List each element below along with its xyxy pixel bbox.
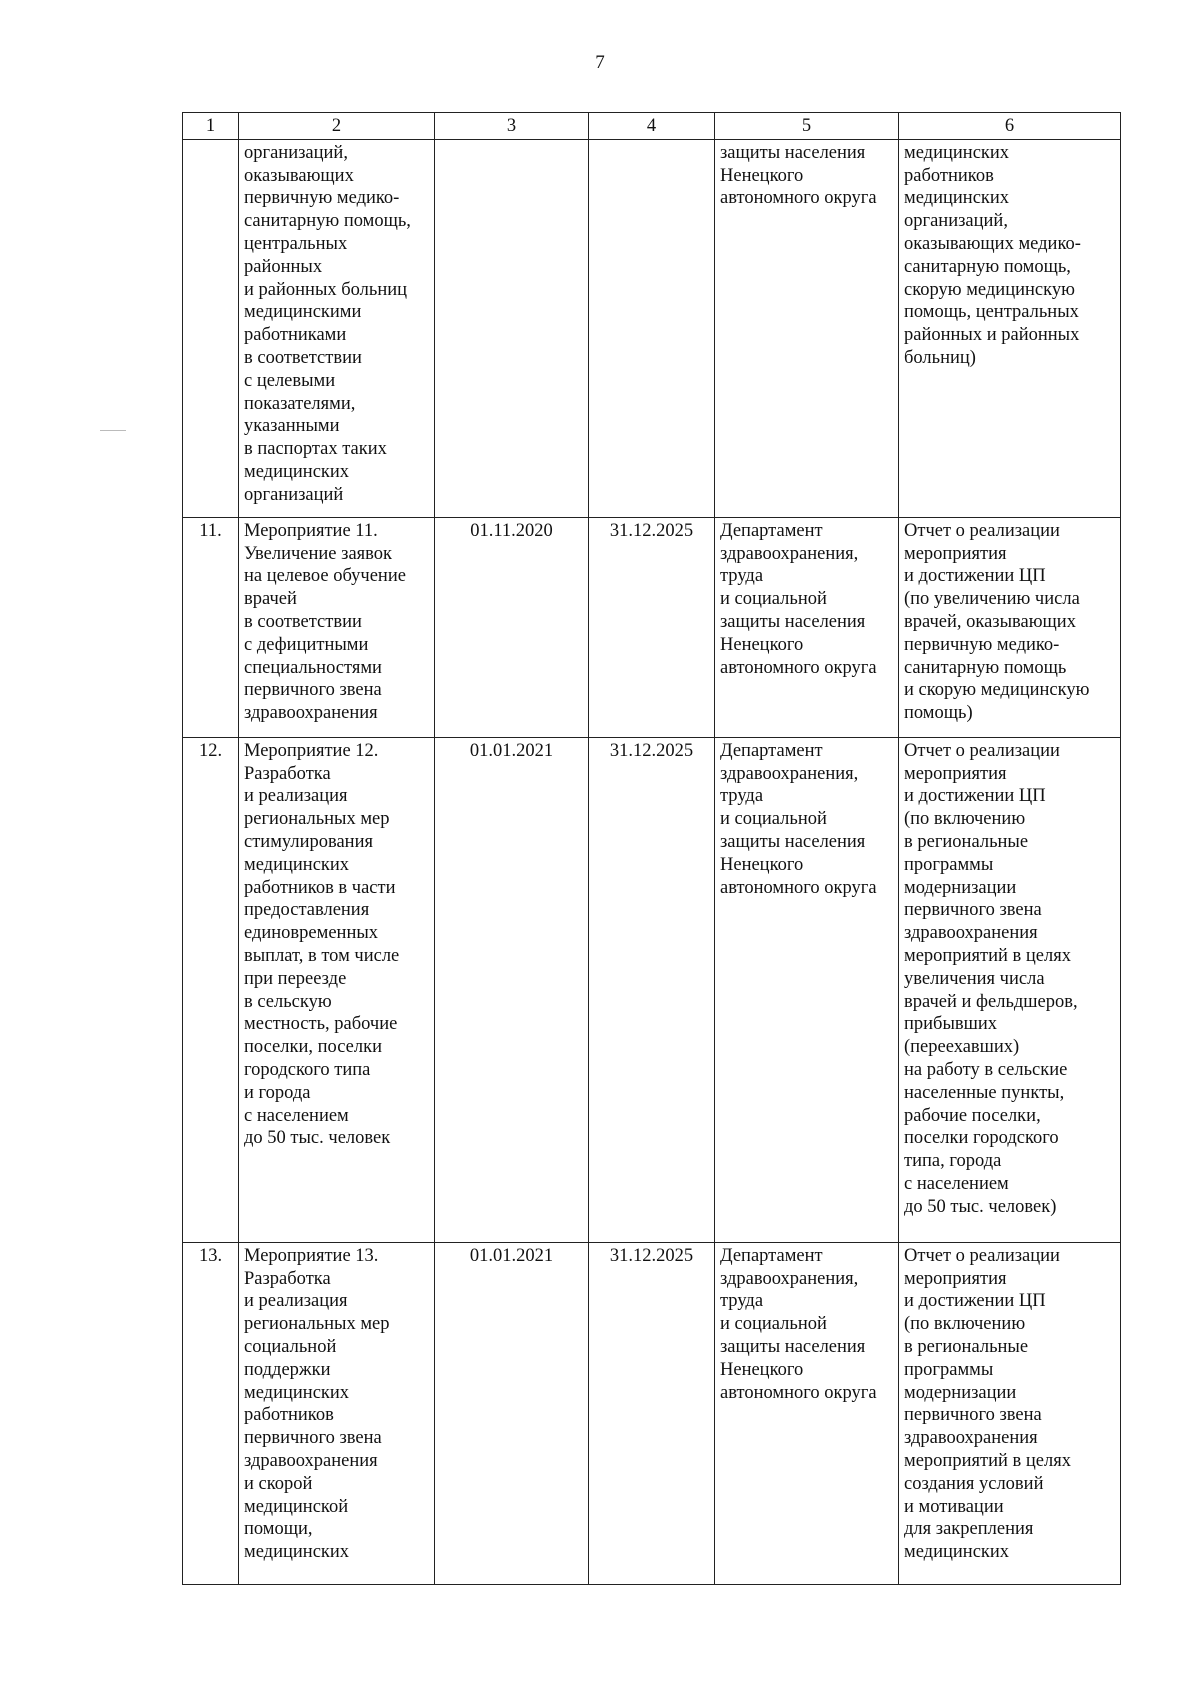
cell-line: оказывающих медико- bbox=[904, 233, 1081, 254]
cell-line: создания условий bbox=[904, 1473, 1044, 1494]
cell-line: первичную медико- bbox=[904, 634, 1060, 655]
cell-line: и районных больниц bbox=[244, 279, 408, 300]
cell-line: Ненецкого bbox=[720, 165, 804, 186]
cell-line: санитарную помощь, bbox=[904, 256, 1071, 277]
cell-line: и социальной bbox=[720, 1314, 827, 1335]
responsible-cell bbox=[715, 517, 899, 737]
cell-line: Мероприятие 11. bbox=[244, 520, 378, 541]
cell-line: Разработка bbox=[244, 1268, 331, 1289]
table-row bbox=[183, 139, 1121, 517]
end-date-cell: 31.12.2025 bbox=[589, 737, 715, 1242]
cell-line: врачей и фельдшеров, bbox=[904, 991, 1078, 1012]
header-cell-1: 1 bbox=[183, 113, 239, 140]
table-row bbox=[183, 1242, 1121, 1584]
row-number-cell bbox=[183, 139, 239, 517]
cell-line: здравоохранения bbox=[244, 703, 378, 724]
result-cell bbox=[899, 139, 1121, 517]
table-header-row bbox=[183, 113, 1121, 140]
cell-line: труда bbox=[720, 566, 764, 587]
cell-line: и реализация bbox=[244, 786, 348, 807]
cell-line: первичного звена bbox=[904, 1405, 1042, 1426]
cell-line: медицинских bbox=[904, 1542, 1010, 1563]
cell-line: защиты населения bbox=[720, 831, 866, 852]
cell-line: (по включению bbox=[904, 1314, 1026, 1335]
cell-line: в региональные bbox=[904, 1336, 1029, 1357]
cell-line: здравоохранения, bbox=[720, 763, 859, 784]
cell-line: с населением bbox=[244, 1105, 349, 1126]
activity-title-cell bbox=[239, 1242, 435, 1584]
header-cell-2: 2 bbox=[239, 113, 435, 140]
cell-line: Ненецкого bbox=[720, 854, 804, 875]
cell-line: показателями, bbox=[244, 393, 356, 414]
cell-line: Отчет о реализации bbox=[904, 1245, 1060, 1266]
cell-line: Департамент bbox=[720, 1245, 823, 1266]
cell-line: местность, рабочие bbox=[244, 1014, 398, 1035]
cell-line: региональных мер bbox=[244, 809, 390, 830]
cell-line: в сельскую bbox=[244, 991, 332, 1012]
cell-line: и реализация bbox=[244, 1291, 348, 1312]
start-date-cell bbox=[435, 139, 589, 517]
cell-line: стимулирования bbox=[244, 831, 373, 852]
cell-line: оказывающих bbox=[244, 165, 354, 186]
cell-line: программы bbox=[904, 1359, 994, 1380]
cell-line: для закрепления bbox=[904, 1519, 1034, 1540]
cell-line: увеличения числа bbox=[904, 968, 1045, 989]
cell-line: Увеличение заявок bbox=[244, 543, 393, 564]
cell-line: городского типа bbox=[244, 1059, 371, 1080]
cell-line: труда bbox=[720, 1291, 764, 1312]
cell-line: Отчет о реализации bbox=[904, 520, 1060, 541]
cell-line: медицинскими bbox=[244, 302, 362, 323]
cell-line: мероприятия bbox=[904, 763, 1007, 784]
row-number-cell: 13. bbox=[183, 1242, 239, 1584]
cell-line: защиты населения bbox=[720, 1336, 866, 1357]
cell-line: (по включению bbox=[904, 809, 1026, 830]
cell-line: (по увеличению числа bbox=[904, 589, 1080, 610]
table-row bbox=[183, 517, 1121, 737]
cell-line: работников bbox=[904, 165, 994, 186]
cell-line: медицинских bbox=[244, 461, 350, 482]
cell-line: и скорую медицинскую bbox=[904, 680, 1090, 701]
cell-line: поселки городского bbox=[904, 1128, 1059, 1149]
cell-line: первичную медико- bbox=[244, 188, 400, 209]
cell-line: типа, города bbox=[904, 1151, 1002, 1172]
cell-line: до 50 тыс. человек) bbox=[904, 1196, 1057, 1217]
cell-line: мероприятия bbox=[904, 543, 1007, 564]
cell-line: скорую медицинскую bbox=[904, 279, 1075, 300]
start-date-cell: 01.11.2020 bbox=[435, 517, 589, 737]
cell-line: поддержки bbox=[244, 1359, 331, 1380]
start-date-cell: 01.01.2021 bbox=[435, 1242, 589, 1584]
cell-line: и мотивации bbox=[904, 1496, 1004, 1517]
cell-line: организаций, bbox=[904, 211, 1008, 232]
cell-line: и социальной bbox=[720, 589, 827, 610]
cell-line: здравоохранения bbox=[904, 923, 1038, 944]
cell-line: модернизации bbox=[904, 877, 1017, 898]
cell-line: мероприятия bbox=[904, 1268, 1007, 1289]
cell-line: работниками bbox=[244, 325, 347, 346]
cell-line: Департамент bbox=[720, 520, 823, 541]
cell-line: и скорой bbox=[244, 1473, 313, 1494]
cell-line: и социальной bbox=[720, 809, 827, 830]
cell-line: при переезде bbox=[244, 968, 347, 989]
header-cell-3: 3 bbox=[435, 113, 589, 140]
cell-line: Ненецкого bbox=[720, 1359, 804, 1380]
cell-line: поселки, поселки bbox=[244, 1037, 383, 1058]
cell-line: автономного округа bbox=[720, 188, 877, 209]
cell-line: автономного округа bbox=[720, 877, 877, 898]
row-number-cell: 12. bbox=[183, 737, 239, 1242]
activity-title-cell bbox=[239, 517, 435, 737]
table-body bbox=[183, 113, 1121, 1585]
cell-line: районных bbox=[244, 256, 323, 277]
cell-line: модернизации bbox=[904, 1382, 1017, 1403]
header-cell-4: 4 bbox=[589, 113, 715, 140]
header-cell-6: 6 bbox=[899, 113, 1121, 140]
cell-line: защиты населения bbox=[720, 142, 866, 163]
cell-line: (переехавших) bbox=[904, 1037, 1020, 1058]
cell-line: здравоохранения, bbox=[720, 543, 859, 564]
cell-line: выплат, в том числе bbox=[244, 945, 400, 966]
result-cell bbox=[899, 737, 1121, 1242]
end-date-cell: 31.12.2025 bbox=[589, 517, 715, 737]
cell-line: Департамент bbox=[720, 740, 823, 761]
cell-line: первичного звена bbox=[904, 900, 1042, 921]
cell-line: специальностями bbox=[244, 657, 382, 678]
cell-line: помощь, центральных bbox=[904, 302, 1079, 323]
cell-line: автономного округа bbox=[720, 657, 877, 678]
cell-line: медицинских bbox=[244, 1542, 350, 1563]
cell-line: работников в части bbox=[244, 877, 396, 898]
cell-line: первичного звена bbox=[244, 1428, 382, 1449]
activity-title-cell bbox=[239, 139, 435, 517]
margin-mark bbox=[100, 430, 126, 431]
cell-line: и города bbox=[244, 1082, 311, 1103]
responsible-cell bbox=[715, 737, 899, 1242]
cell-line: защиты населения bbox=[720, 611, 866, 632]
cell-line: мероприятий в целях bbox=[904, 945, 1071, 966]
cell-line: до 50 тыс. человек bbox=[244, 1128, 391, 1149]
cell-line: здравоохранения, bbox=[720, 1268, 859, 1289]
cell-line: помощь) bbox=[904, 703, 973, 724]
cell-line: районных и районных bbox=[904, 325, 1080, 346]
cell-line: медицинских bbox=[904, 142, 1010, 163]
cell-line: Отчет о реализации bbox=[904, 740, 1060, 761]
cell-line: врачей bbox=[244, 589, 297, 610]
responsible-cell bbox=[715, 139, 899, 517]
cell-line: санитарную помощь bbox=[904, 657, 1067, 678]
cell-line: Разработка bbox=[244, 763, 331, 784]
cell-line: работников bbox=[244, 1405, 334, 1426]
cell-line: медицинских bbox=[904, 188, 1010, 209]
cell-line: и достижении ЦП bbox=[904, 566, 1046, 587]
cell-line: на работу в сельские bbox=[904, 1059, 1068, 1080]
row-number-cell: 11. bbox=[183, 517, 239, 737]
cell-line: центральных bbox=[244, 233, 348, 254]
activities-table bbox=[182, 112, 1121, 1585]
cell-line: в соответствии bbox=[244, 611, 362, 632]
table-row bbox=[183, 737, 1121, 1242]
cell-line: с населением bbox=[904, 1173, 1009, 1194]
cell-line: региональных мер bbox=[244, 1314, 390, 1335]
cell-line: социальной bbox=[244, 1336, 337, 1357]
cell-line: предоставления bbox=[244, 900, 370, 921]
start-date-cell: 01.01.2021 bbox=[435, 737, 589, 1242]
cell-line: единовременных bbox=[244, 923, 379, 944]
cell-line: организаций, bbox=[244, 142, 348, 163]
cell-line: мероприятий в целях bbox=[904, 1450, 1071, 1471]
cell-line: медицинских bbox=[244, 1382, 350, 1403]
cell-line: медицинских bbox=[244, 854, 350, 875]
cell-line: санитарную помощь, bbox=[244, 211, 411, 232]
result-cell bbox=[899, 517, 1121, 737]
cell-line: и достижении ЦП bbox=[904, 786, 1046, 807]
cell-line: на целевое обучение bbox=[244, 566, 406, 587]
cell-line: указанными bbox=[244, 416, 340, 437]
cell-line: в соответствии bbox=[244, 347, 362, 368]
cell-line: прибывших bbox=[904, 1014, 998, 1035]
cell-line: труда bbox=[720, 786, 764, 807]
cell-line: здравоохранения bbox=[904, 1428, 1038, 1449]
responsible-cell bbox=[715, 1242, 899, 1584]
cell-line: врачей, оказывающих bbox=[904, 611, 1076, 632]
cell-line: населенные пункты, bbox=[904, 1082, 1065, 1103]
cell-line: помощи, bbox=[244, 1519, 313, 1540]
page-number: 7 bbox=[595, 52, 605, 73]
cell-line: с целевыми bbox=[244, 370, 336, 391]
cell-line: автономного округа bbox=[720, 1382, 877, 1403]
cell-line: программы bbox=[904, 854, 994, 875]
end-date-cell: 31.12.2025 bbox=[589, 1242, 715, 1584]
cell-line: Мероприятие 13. bbox=[244, 1245, 379, 1266]
cell-line: в региональные bbox=[904, 831, 1029, 852]
cell-line: первичного звена bbox=[244, 680, 382, 701]
cell-line: больниц) bbox=[904, 347, 976, 368]
cell-line: в паспортах таких bbox=[244, 439, 387, 460]
activity-title-cell bbox=[239, 737, 435, 1242]
cell-line: и достижении ЦП bbox=[904, 1291, 1046, 1312]
cell-line: медицинской bbox=[244, 1496, 349, 1517]
header-cell-5: 5 bbox=[715, 113, 899, 140]
cell-line: здравоохранения bbox=[244, 1450, 378, 1471]
cell-line: Мероприятие 12. bbox=[244, 740, 379, 761]
result-cell bbox=[899, 1242, 1121, 1584]
cell-line: рабочие поселки, bbox=[904, 1105, 1041, 1126]
cell-line: с дефицитными bbox=[244, 634, 369, 655]
cell-line: Ненецкого bbox=[720, 634, 804, 655]
end-date-cell bbox=[589, 139, 715, 517]
cell-line: организаций bbox=[244, 484, 344, 505]
